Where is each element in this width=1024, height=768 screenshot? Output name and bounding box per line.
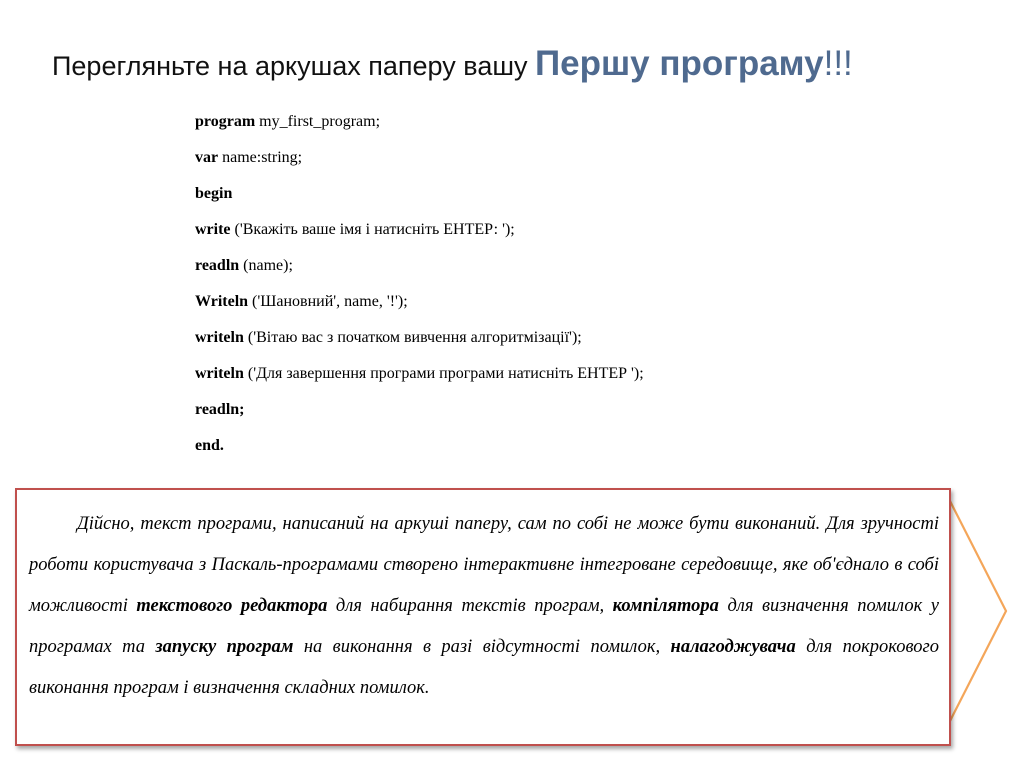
term-text-editor: текстового редактора (136, 596, 328, 616)
slide-title-suffix: !!! (823, 44, 853, 83)
slide-title-prefix: Перегляньте на аркушах паперу вашу (52, 51, 535, 81)
code-text: (name); (239, 257, 293, 274)
code-line (195, 107, 644, 143)
code-line (195, 359, 644, 395)
code-line (195, 215, 644, 251)
code-text: ('Шановний', name, '!'); (248, 293, 408, 310)
term-compiler: компілятора (612, 596, 719, 616)
code-text: my_first_program; (255, 113, 381, 130)
term-run-programs: запуску програм (155, 637, 294, 657)
code-text: ('Для завершення програми програми натисніть ЕНТЕР '); (243, 365, 644, 382)
code-keyword: write (195, 221, 231, 238)
code-line (195, 143, 644, 179)
code-keyword: Writeln (195, 293, 249, 310)
explanation-box (15, 488, 951, 746)
code-line (195, 287, 644, 323)
explanation-part: Дійсно, текст програми, написаний на аркуші паперу, сам по собі не може бути виконаний. Для зручності роботи користувача з Паскаль-програмами створено інтерактивне інтегроване середовище, яке об'єднало в собі можливості (29, 514, 939, 616)
explanation-text (29, 504, 939, 709)
code-keyword: var (195, 149, 219, 166)
code-text: ('Вкажіть ваше імя і натисніть ЕНТЕР: '); (230, 221, 515, 238)
code-text: name:string; (218, 149, 303, 166)
code-keyword: writeln (195, 365, 244, 382)
program-code (195, 107, 644, 467)
code-line (195, 251, 644, 287)
code-line (195, 431, 644, 467)
slide-title (52, 44, 853, 84)
code-keyword: program (195, 113, 256, 130)
chevron-right-icon (940, 496, 1016, 726)
term-debugger: налагоджувача (670, 637, 796, 657)
code-keyword: readln (195, 257, 240, 274)
slide-title-highlight: Першу програму (535, 44, 824, 83)
code-keyword: readln; (195, 401, 245, 418)
code-keyword: end. (195, 437, 224, 454)
code-text: ('Вітаю вас з початком вивчення алгоритмізації'); (243, 329, 582, 346)
code-keyword: writeln (195, 329, 244, 346)
code-line (195, 179, 644, 215)
explanation-part: для набирання текстів програм, (327, 596, 613, 616)
code-line (195, 323, 644, 359)
code-keyword: begin (195, 185, 233, 202)
code-line (195, 395, 644, 431)
explanation-part: для визначення помилок у програмах та (29, 596, 939, 657)
explanation-part: на виконання в разі відсутності помилок, (293, 637, 671, 657)
explanation-part: для покрокового виконання програм і визначення складних помилок. (29, 637, 939, 698)
